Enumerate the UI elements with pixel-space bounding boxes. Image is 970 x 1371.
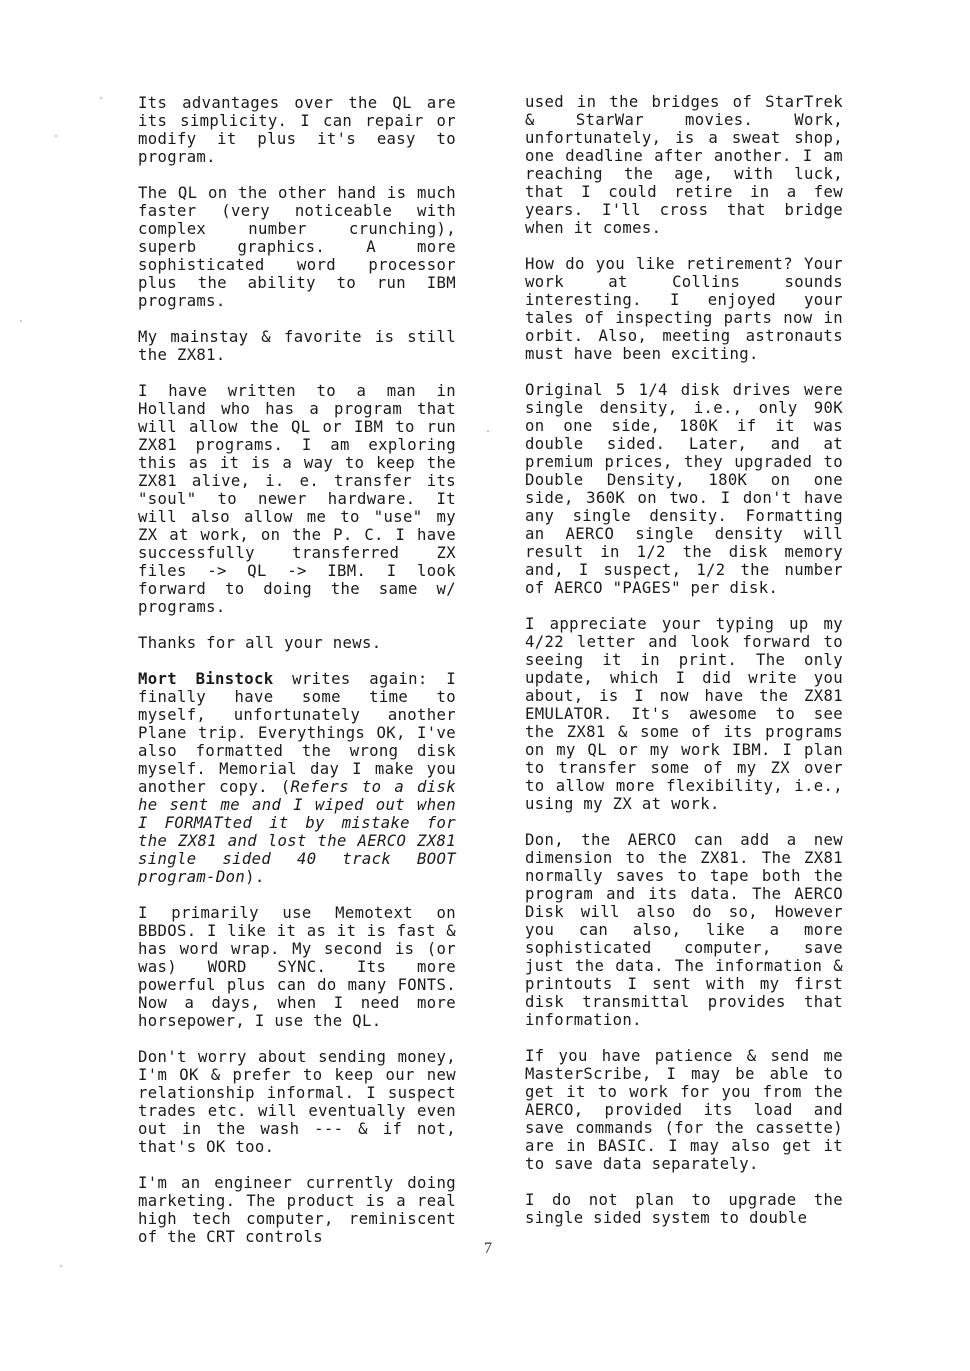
left-paragraph-8: Don't worry about sending money, I'm OK & prefer to keep our new relationship informal. I suspect trades etc. will eventually even out in the wash --- & if not, that's OK too. xyxy=(138,1048,456,1156)
right-paragraph-1: used in the bridges of StarTrek & StarWar movies. Work, unfortunately, is a sweat shop, one deadline after another. I am reaching the age, with luck, that I could retire in a few years. I'll cross that bridge when it comes. xyxy=(525,93,843,237)
right-paragraph-6: If you have patience & send me MasterScribe, I may be able to get it to work for you from the AERCO, provided its load and save commands (for the cassette) are in BASIC. I may also get it to save data separately. xyxy=(525,1047,843,1173)
left-paragraph-3: My mainstay & favorite is still the ZX81. xyxy=(138,328,456,364)
right-paragraph-4: I appreciate your typing up my 4/22 letter and look forward to seeing it in print. The only update, which I did write you about, is I now have the ZX81 EMULATOR. It's awesome to see the ZX81 & some of its programs on my QL or my work IBM. I plan to transfer some of my ZX over to allow more flexibility, i.e., using my ZX at work. xyxy=(525,615,843,813)
letter-text: writes again: I finally have some time to myself, unfortunately another Plane trip. Everythings OK, I've also formatted the wrong disk myself. Memorial day I make you another copy. ( xyxy=(138,670,456,796)
scan-speck xyxy=(487,430,489,432)
scan-speck xyxy=(55,135,57,137)
left-paragraph-9: I'm an engineer currently doing marketing. The product is a real high tech computer, reminiscent of the CRT controls xyxy=(138,1174,456,1246)
left-column xyxy=(138,94,456,1264)
left-paragraph-2: The QL on the other hand is much faster (very noticeable with complex number crunching), superb graphics. A more sophisticated word processor plus the ability to run IBM programs. xyxy=(138,184,456,310)
left-paragraph-7: I primarily use Memotext on BBDOS. I like it as it is fast & has word wrap. My second is (or was) WORD SYNC. Its more powerful plus can do many FONTS. Now a days, when I need more horsepower, I use the QL. xyxy=(138,904,456,1030)
right-paragraph-3: Original 5 1/4 disk drives were single density, i.e., only 90K on one side, 180K if it was double sided. Later, and at premium prices, they upgraded to Double Density, 180K on one side, 360K on two. I don't have any single density. Formatting an AERCO single density will result in 1/2 the disk memory and, I suspect, 1/2 the number of AERCO "PAGES" per disk. xyxy=(525,381,843,597)
page-number: 7 xyxy=(484,1240,492,1257)
left-paragraph-5: Thanks for all your news. xyxy=(138,634,382,652)
left-paragraph-1: Its advantages over the QL are its simplicity. I can repair or modify it plus it's easy to program. xyxy=(138,94,456,166)
left-paragraph-4: I have written to a man in Holland who has a program that will allow the QL or IBM to run ZX81 programs. I am exploring this as it is a way to keep the ZX81 alive, i. e. transfer its "soul" to newer hardware. It will also allow me to "use" my ZX at work, on the P. C. I have successfully transferred ZX files -> QL -> IBM. I look forward to doing the same w/ programs. xyxy=(138,382,456,616)
scan-speck xyxy=(20,320,22,322)
right-paragraph-5: Don, the AERCO can add a new dimension to the ZX81. The ZX81 normally saves to tape both the program and its data. The AERCO Disk will also do so, However you can also, like a more sophisticated computer, save just the data. The information & printouts I sent with my first disk transmittal provides that information. xyxy=(525,831,843,1029)
scan-speck xyxy=(100,97,102,99)
right-paragraph-2: How do you like retirement? Your work at Collins sounds interesting. I enjoyed your tales of inspecting parts now in orbit. Also, meeting astronauts must have been exciting. xyxy=(525,255,843,363)
scan-speck xyxy=(60,1265,62,1267)
right-column xyxy=(525,93,843,1245)
left-paragraph-6 xyxy=(138,670,456,886)
editor-note: Refers to a disk he sent me and I wiped out when I FORMATted it by mistake for the ZX81 and lost the AERCO ZX81 single sided 40 track BOOT program-Don xyxy=(138,778,457,886)
author-name: Mort Binstock xyxy=(138,670,274,688)
right-paragraph-7: I do not plan to upgrade the single sided system to double xyxy=(525,1191,843,1227)
letter-text-end: ). xyxy=(245,868,265,886)
